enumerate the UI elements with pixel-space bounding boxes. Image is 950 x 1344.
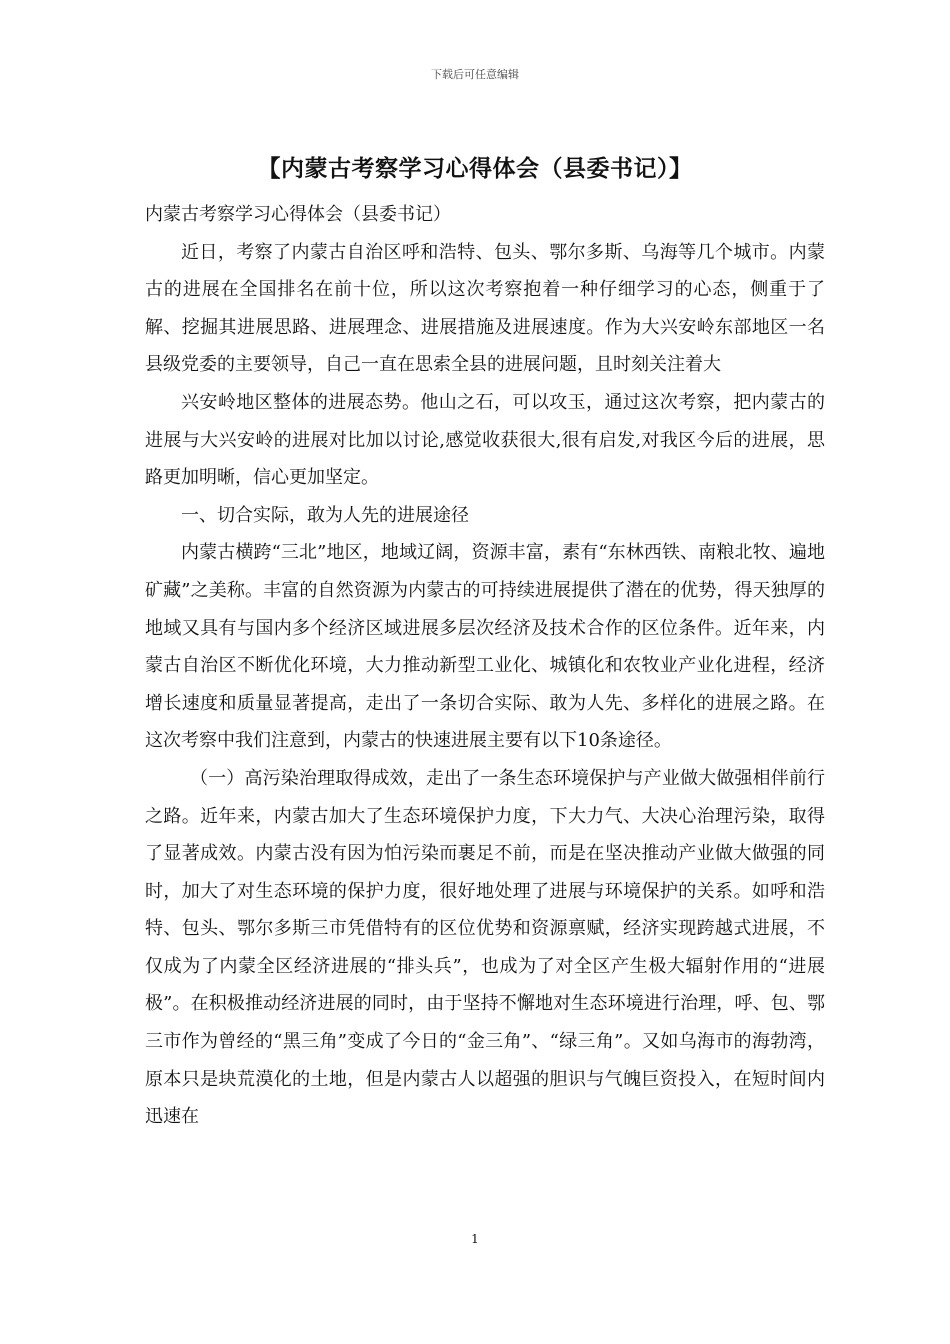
document-body xyxy=(145,196,825,1136)
paragraph-intro: 近日，考察了内蒙古自治区呼和浩特、包头、鄂尔多斯、乌海等几个城市。内蒙古的进展在全国排名在前十位，所以这次考察抱着一种仔细学习的心态，侧重于了解、挖掘其进展思路、进展理念、进展措施及进展速度。作为大兴安岭东部地区一名县级党委的主要领导，自己一直在思索全县的进展问题，且时刻关注着大 xyxy=(145,241,825,376)
paragraph-item-one: （一）高污染治理取得成效，走出了一条生态环境保护与产业做大做强相伴前行之路。近年来，内蒙古加大了生态环境保护力度，下大力气、大决心治理污染，取得了显著成效。内蒙古没有因为怕污染而裹足不前，而是在坚决推动产业做大做强的同时，加大了对生态环境的保护力度，很好地处理了进展与环境保护的关系。如呼和浩特、包头、鄂尔多斯三市凭借特有的区位优势和资源禀赋，经济实现跨越式进展，不仅成为了内蒙全区经济进展的“排头兵”，也成为了对全区产生极大辐射作用的“进展极”。在积极推动经济进展的同时，由于坚持不懈地对生态环境进行治理，呼、包、鄂三市作为曾经的“黑三角”变成了今日的“金三角”、“绿三角”。又如乌海市的海勃湾，原本只是块荒漠化的土地，但是内蒙古人以超强的胆识与气魄巨资投入，在短时间内迅速在 xyxy=(145,767,825,1128)
paragraph-overview: 内蒙古横跨“三北”地区，地域辽阔，资源丰富，素有“东林西铁、南粮北牧、遍地矿藏”之美称。丰富的自然资源为内蒙古的可持续进展提供了潜在的优势，得天独厚的地域又具有与国内多个经济区域进展多层次经济及技术合作的区位条件。近年来，内蒙古自治区不断优化环境，大力推动新型工业化、城镇化和农牧业产业化进程，经济增长速度和质量显著提高，走出了一条切合实际、敢为人先、多样化的进展之路。在这次考察中我们注意到，内蒙古的快速进展主要有以下10条途径。 xyxy=(145,542,825,752)
document-subtitle: 内蒙古考察学习心得体会（县委书记） xyxy=(145,204,451,225)
paragraph-continuation: 兴安岭地区整体的进展态势。他山之石，可以攻玉，通过这次考察，把内蒙古的进展与大兴安岭的进展对比加以讨论,感觉收获很大,很有启发,对我区今后的进展，思路更加明晰，信心更加坚定。 xyxy=(145,391,825,489)
page-header-note: 下载后可任意编辑 xyxy=(431,68,519,81)
section-heading: 一、切合实际，敢为人先的进展途径 xyxy=(181,504,469,526)
page-number: 1 xyxy=(471,1232,479,1246)
document-title: 【内蒙古考察学习心得体会（县委书记）】 xyxy=(257,155,693,182)
